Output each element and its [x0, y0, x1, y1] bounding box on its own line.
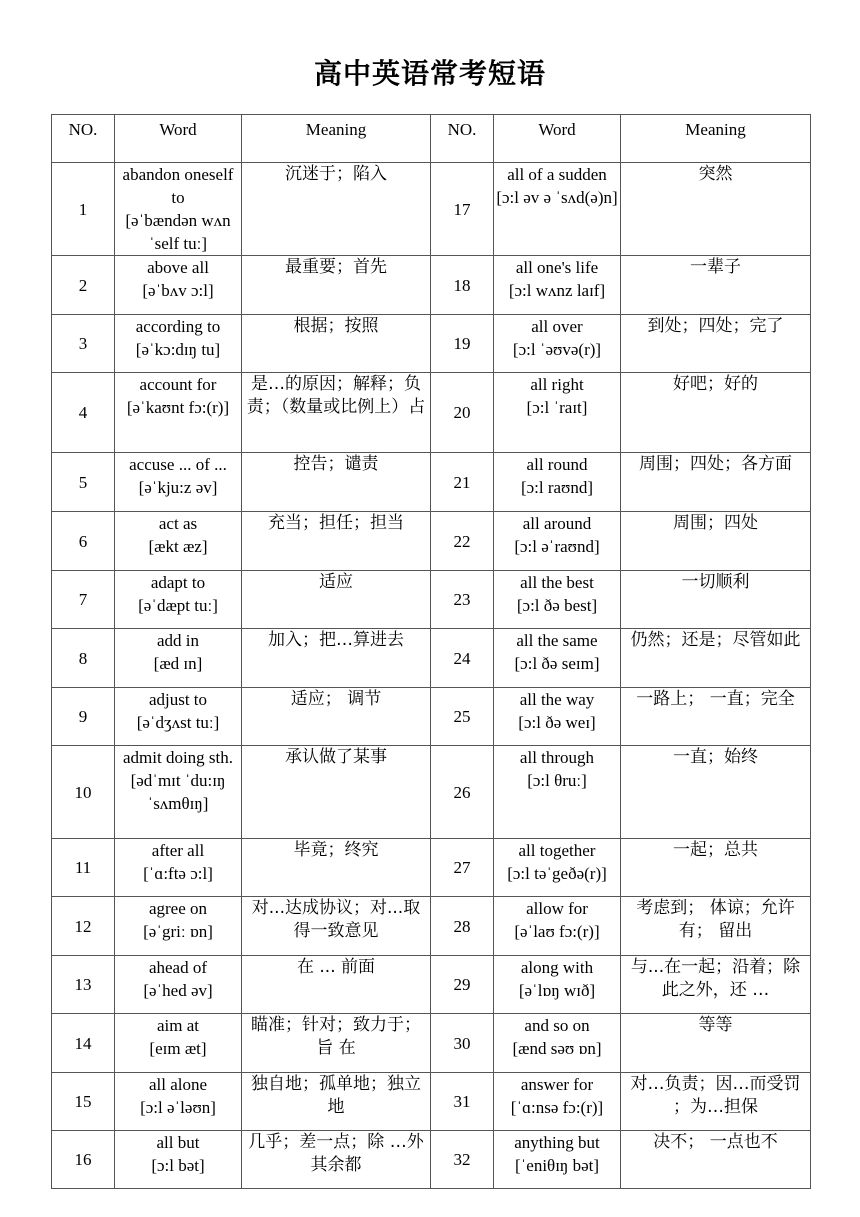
- entry-word: ahead of: [148, 958, 208, 977]
- entry-phonetic: [æd ɪn]: [153, 654, 203, 673]
- entry-meaning: 好吧；好的: [621, 373, 811, 453]
- entry-meaning: 到处；四处；完了: [621, 315, 811, 373]
- entry-word: act as: [158, 514, 198, 533]
- entry-meaning: 几乎；差一点；除 …外其余都: [242, 1131, 431, 1189]
- header-meaning-left: Meaning: [242, 115, 431, 163]
- entry-word: accuse ... of ...: [129, 455, 227, 474]
- table-body: [52, 163, 811, 1189]
- entry-meaning: 等等: [621, 1014, 811, 1073]
- table-row: [52, 1131, 811, 1189]
- entry-word-cell: [494, 1131, 621, 1189]
- table-row: [52, 1073, 811, 1131]
- entry-word-cell: [494, 571, 621, 629]
- entry-meaning: 一切顺利: [621, 571, 811, 629]
- entry-word: according to: [135, 317, 221, 336]
- entry-phonetic: [ɔ:l wʌnz laɪf]: [508, 281, 606, 300]
- entry-phonetic: [ɔ:l ðə weɪ]: [518, 713, 596, 732]
- entry-number: 22: [431, 512, 494, 571]
- entry-number: 11: [52, 839, 115, 897]
- entry-meaning: 突然: [621, 163, 811, 256]
- entry-word-cell: [115, 512, 242, 571]
- entry-phonetic: [ɔ:l raʊnd]: [520, 478, 594, 497]
- entry-phonetic: [ɔ:l θruː]: [527, 771, 587, 790]
- entry-word-cell: [115, 315, 242, 373]
- entry-number: 21: [431, 453, 494, 512]
- entry-word-cell: [494, 1014, 621, 1073]
- entry-number: 3: [52, 315, 115, 373]
- entry-word: all but: [156, 1133, 200, 1152]
- entry-meaning: 一起；总共: [621, 839, 811, 897]
- entry-phonetic: [ɔ:l əˈraʊnd]: [514, 537, 600, 556]
- entry-phonetic: [ænd səʊ ɒn]: [512, 1039, 602, 1058]
- header-word-left: Word: [115, 115, 242, 163]
- entry-word: admit doing sth.: [122, 748, 234, 767]
- table-row: [52, 571, 811, 629]
- entry-phonetic: [eɪm æt]: [149, 1039, 207, 1058]
- entry-word-cell: [115, 256, 242, 315]
- header-meaning-right: Meaning: [621, 115, 811, 163]
- entry-word: all the best: [520, 573, 594, 592]
- entry-meaning: 沉迷于；陷入: [242, 163, 431, 256]
- entry-word: all through: [519, 748, 595, 767]
- entry-word: account for: [139, 375, 217, 394]
- entry-meaning: 考虑到； 体谅；允许有； 留出: [621, 897, 811, 956]
- table-row: [52, 315, 811, 373]
- header-word-right: Word: [494, 115, 621, 163]
- entry-phonetic: [ˈɑ:ftə ɔ:l]: [143, 864, 213, 883]
- entry-phonetic: [ɔ:l əˈləʊn]: [140, 1098, 216, 1117]
- table-row: [52, 839, 811, 897]
- entry-word-cell: [115, 839, 242, 897]
- entry-meaning: 与...在一起；沿着；除 此之外，还 …: [621, 956, 811, 1014]
- entry-word-cell: [494, 1073, 621, 1131]
- entry-word: all alone: [148, 1075, 208, 1094]
- entry-word: all round: [526, 455, 588, 474]
- entry-word: add in: [156, 631, 200, 650]
- entry-word-cell: [494, 453, 621, 512]
- entry-number: 27: [431, 839, 494, 897]
- entry-number: 25: [431, 688, 494, 746]
- entry-word-cell: [115, 1073, 242, 1131]
- entry-meaning: 加入；把…算进去: [242, 629, 431, 688]
- entry-number: 5: [52, 453, 115, 512]
- table-header-row: [52, 115, 811, 163]
- entry-word: along with: [520, 958, 594, 977]
- entry-phonetic: [əˈkaʊnt fɔ:(r)]: [126, 398, 230, 417]
- entry-meaning: 毕竟；终究: [242, 839, 431, 897]
- entry-word: all around: [522, 514, 592, 533]
- entry-number: 31: [431, 1073, 494, 1131]
- entry-word: aim at: [156, 1016, 199, 1035]
- entry-word-cell: [494, 256, 621, 315]
- entry-number: 32: [431, 1131, 494, 1189]
- entry-number: 26: [431, 746, 494, 839]
- entry-meaning: 承认做了某事: [242, 746, 431, 839]
- entry-meaning: 仍然；还是；尽管如此: [621, 629, 811, 688]
- vocabulary-table: [51, 114, 811, 1189]
- entry-phonetic: [əˈgriː ɒn]: [143, 922, 213, 941]
- entry-word: anything but: [514, 1133, 600, 1152]
- header-no-right: NO.: [431, 115, 494, 163]
- entry-word-cell: [115, 956, 242, 1014]
- table-row: [52, 512, 811, 571]
- entry-word-cell: [494, 688, 621, 746]
- entry-meaning: 周围；四处；各方面: [621, 453, 811, 512]
- entry-meaning: 独自地；孤单地；独立 地: [242, 1073, 431, 1131]
- entry-word: all one's life: [515, 258, 599, 277]
- entry-number: 24: [431, 629, 494, 688]
- entry-phonetic: [əˈkɔ:dɪŋ tu]: [135, 340, 221, 359]
- entry-phonetic: [əˈlaʊ fɔ:(r)]: [514, 922, 600, 941]
- entry-phonetic: [ədˈmɪt ˈdu:ɪŋ ˈsʌmθɪŋ]: [130, 771, 226, 813]
- entry-word-cell: [115, 1131, 242, 1189]
- entry-word-cell: [115, 373, 242, 453]
- entry-number: 17: [431, 163, 494, 256]
- entry-number: 8: [52, 629, 115, 688]
- entry-phonetic: [ɔ:l ˈraɪt]: [526, 398, 588, 417]
- entry-number: 4: [52, 373, 115, 453]
- entry-phonetic: [ækt æz]: [148, 537, 208, 556]
- entry-word-cell: [115, 453, 242, 512]
- entry-word-cell: [115, 688, 242, 746]
- entry-meaning: 控告；谴责: [242, 453, 431, 512]
- entry-word-cell: [115, 897, 242, 956]
- entry-phonetic: [ɔ:l əv ə ˈsʌd(ə)n]: [496, 188, 618, 207]
- entry-number: 30: [431, 1014, 494, 1073]
- entry-number: 15: [52, 1073, 115, 1131]
- entry-word: all together: [518, 841, 596, 860]
- entry-phonetic: [ɔ:l ðə seɪm]: [514, 654, 600, 673]
- entry-word-cell: [115, 163, 242, 256]
- entry-number: 9: [52, 688, 115, 746]
- entry-word: all the same: [516, 631, 598, 650]
- entry-meaning: 适应； 调节: [242, 688, 431, 746]
- entry-meaning: 适应: [242, 571, 431, 629]
- entry-word-cell: [494, 373, 621, 453]
- entry-word-cell: [115, 1014, 242, 1073]
- entry-phonetic: [əˈdæpt tuː]: [138, 596, 218, 615]
- table-row: [52, 956, 811, 1014]
- entry-number: 13: [52, 956, 115, 1014]
- entry-word-cell: [494, 629, 621, 688]
- entry-word-cell: [494, 163, 621, 256]
- table-row: [52, 453, 811, 512]
- entry-phonetic: [əˈbʌv ɔ:l]: [142, 281, 214, 300]
- entry-word: after all: [151, 841, 205, 860]
- table-row: [52, 256, 811, 315]
- entry-phonetic: [ˈɑ:nsə fɔ:(r)]: [510, 1098, 604, 1117]
- entry-phonetic: [əˈlɒŋ wɪð]: [518, 981, 596, 1000]
- table-row: [52, 746, 811, 839]
- entry-number: 19: [431, 315, 494, 373]
- page-title: 高中英语常考短语: [313, 57, 546, 90]
- table-row: [52, 163, 811, 256]
- entry-meaning: 对…负责；因…而受罚 ；为…担保: [621, 1073, 811, 1131]
- entry-phonetic: [ˈeniθɪŋ bət]: [514, 1156, 600, 1175]
- entry-word-cell: [494, 897, 621, 956]
- entry-word: answer for: [520, 1075, 594, 1094]
- entry-word: all of a sudden: [507, 165, 607, 184]
- entry-number: 7: [52, 571, 115, 629]
- entry-phonetic: [ɔ:l ðə best]: [516, 596, 598, 615]
- entry-meaning: 决不； 一点也不: [621, 1131, 811, 1189]
- entry-meaning: 一路上； 一直；完全: [621, 688, 811, 746]
- entry-meaning: 瞄准；针对；致力于；旨 在: [242, 1014, 431, 1073]
- entry-word: agree on: [148, 899, 208, 918]
- entry-word-cell: [115, 571, 242, 629]
- entry-number: 2: [52, 256, 115, 315]
- entry-word-cell: [494, 746, 621, 839]
- entry-phonetic: [əˈdʒʌst tuː]: [136, 713, 220, 732]
- entry-word-cell: [494, 512, 621, 571]
- table-row: [52, 629, 811, 688]
- entry-phonetic: [ɔ:l təˈgeðə(r)]: [507, 864, 607, 883]
- entry-number: 28: [431, 897, 494, 956]
- entry-meaning: 根据；按照: [242, 315, 431, 373]
- entry-word-cell: [115, 629, 242, 688]
- table-row: [52, 1014, 811, 1073]
- entry-word-cell: [494, 839, 621, 897]
- entry-phonetic: [ɔ:l bət]: [151, 1156, 205, 1175]
- entry-phonetic: [ɔ:l ˈəʊvə(r)]: [512, 340, 602, 359]
- entry-number: 10: [52, 746, 115, 839]
- entry-number: 12: [52, 897, 115, 956]
- entry-number: 6: [52, 512, 115, 571]
- entry-meaning: 一辈子: [621, 256, 811, 315]
- entry-meaning: 充当；担任；担当: [242, 512, 431, 571]
- entry-word: all right: [530, 375, 584, 394]
- entry-word-cell: [115, 746, 242, 839]
- entry-word: all the way: [519, 690, 595, 709]
- entry-word: and so on: [524, 1016, 590, 1035]
- entry-number: 18: [431, 256, 494, 315]
- entry-number: 29: [431, 956, 494, 1014]
- header-no-left: NO.: [52, 115, 115, 163]
- entry-number: 20: [431, 373, 494, 453]
- entry-phonetic: [əˈbændən wʌnˈself tuː]: [125, 211, 231, 253]
- entry-word: above all: [147, 258, 209, 277]
- entry-number: 14: [52, 1014, 115, 1073]
- entry-word: all over: [531, 317, 583, 336]
- entry-meaning: 最重要；首先: [242, 256, 431, 315]
- table-row: [52, 897, 811, 956]
- entry-meaning: 一直；始终: [621, 746, 811, 839]
- entry-word: adjust to: [148, 690, 208, 709]
- entry-word: abandon oneself to: [122, 165, 234, 207]
- entry-word-cell: [494, 956, 621, 1014]
- entry-meaning: 周围；四处: [621, 512, 811, 571]
- entry-phonetic: [əˈhed əv]: [143, 981, 213, 1000]
- table-row: [52, 688, 811, 746]
- entry-meaning: 对...达成协议；对...取得一致意见: [242, 897, 431, 956]
- table-row: [52, 373, 811, 453]
- entry-meaning: 在 ... 前面: [242, 956, 431, 1014]
- entry-word: adapt to: [150, 573, 206, 592]
- entry-number: 16: [52, 1131, 115, 1189]
- entry-word: allow for: [526, 899, 588, 918]
- entry-number: 23: [431, 571, 494, 629]
- entry-number: 1: [52, 163, 115, 256]
- entry-meaning: 是…的原因；解释；负责；（数量或比例上）占: [242, 373, 431, 453]
- entry-phonetic: [əˈkju:z əv]: [138, 478, 218, 497]
- entry-word-cell: [494, 315, 621, 373]
